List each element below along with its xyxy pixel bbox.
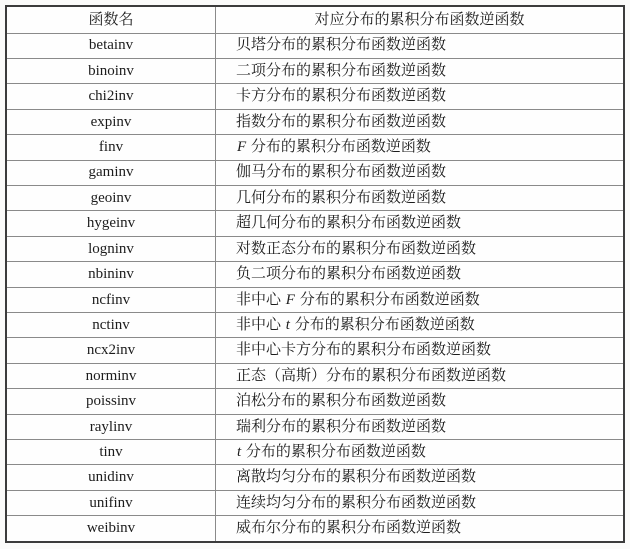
description-cell <box>216 84 625 109</box>
function-name-cell: finv <box>6 135 216 160</box>
function-name-cell: nctinv <box>6 312 216 337</box>
table-row <box>6 516 624 542</box>
description-cell <box>216 338 625 363</box>
function-table <box>5 5 625 543</box>
function-name-cell: unidinv <box>6 465 216 490</box>
function-name-cell: nbininv <box>6 262 216 287</box>
description-text: 指数分布的累积分布函数逆函数 <box>236 113 447 130</box>
description-text: 非中心卡方分布的累积分布函数逆函数 <box>236 342 492 359</box>
description-text: 负二项分布的累积分布函数逆函数 <box>236 266 462 283</box>
description-cell <box>216 516 625 542</box>
table-row <box>6 84 624 109</box>
description-cell <box>216 33 625 58</box>
description-cell <box>216 312 625 337</box>
description-text: 非中心 <box>236 291 285 308</box>
description-text: 正态（高斯）分布的累积分布函数逆函数 <box>236 367 507 384</box>
description-cell <box>216 414 625 439</box>
italic-symbol: t <box>237 443 242 460</box>
description-text: 二项分布的累积分布函数逆函数 <box>236 62 447 79</box>
description-text: 泊松分布的累积分布函数逆函数 <box>236 393 447 410</box>
description-cell <box>216 363 625 388</box>
description-text: 分布的累积分布函数逆函数 <box>290 316 475 333</box>
table-row <box>6 414 624 439</box>
function-name-cell: raylinv <box>6 414 216 439</box>
description-text: 连续均匀分布的累积分布函数逆函数 <box>236 494 477 511</box>
description-text: 贝塔分布的累积分布函数逆函数 <box>236 37 447 54</box>
function-name-cell: hygeinv <box>6 211 216 236</box>
table-row <box>6 236 624 261</box>
description-cell <box>216 490 625 515</box>
function-name-cell: weibinv <box>6 516 216 542</box>
table-row <box>6 363 624 388</box>
description-cell <box>216 287 625 312</box>
table-header-row <box>6 6 624 33</box>
italic-symbol: F <box>237 139 247 156</box>
column-header-function-name: 函数名 <box>6 6 216 33</box>
description-text: 伽马分布的累积分布函数逆函数 <box>236 164 447 181</box>
description-text: 卡方分布的累积分布函数逆函数 <box>236 88 447 105</box>
table-row <box>6 185 624 210</box>
document-page <box>5 5 625 543</box>
function-name-cell: geoinv <box>6 185 216 210</box>
table-row <box>6 287 624 312</box>
function-name-cell: gaminv <box>6 160 216 185</box>
table-row <box>6 338 624 363</box>
description-text: 几何分布的累积分布函数逆函数 <box>236 189 447 206</box>
table-row <box>6 389 624 414</box>
function-name-cell: ncx2inv <box>6 338 216 363</box>
table-row <box>6 33 624 58</box>
table-row <box>6 109 624 134</box>
description-cell <box>216 135 625 160</box>
function-name-cell: expinv <box>6 109 216 134</box>
function-name-cell: ncfinv <box>6 287 216 312</box>
column-header-description: 对应分布的累积分布函数逆函数 <box>216 6 625 33</box>
description-cell <box>216 109 625 134</box>
function-name-cell: chi2inv <box>6 84 216 109</box>
table-row <box>6 262 624 287</box>
table-row <box>6 211 624 236</box>
function-name-cell: betainv <box>6 33 216 58</box>
italic-symbol: t <box>285 316 290 333</box>
function-name-cell: logninv <box>6 236 216 261</box>
table-body <box>6 33 624 542</box>
description-cell <box>216 465 625 490</box>
table-row <box>6 490 624 515</box>
table-row <box>6 312 624 337</box>
description-cell <box>216 185 625 210</box>
function-name-cell: unifinv <box>6 490 216 515</box>
description-text: 离散均匀分布的累积分布函数逆函数 <box>236 469 477 486</box>
description-cell <box>216 262 625 287</box>
table-row <box>6 58 624 83</box>
description-cell <box>216 236 625 261</box>
description-cell <box>216 211 625 236</box>
description-text: 超几何分布的累积分布函数逆函数 <box>236 215 462 232</box>
description-text: 分布的累积分布函数逆函数 <box>295 291 480 308</box>
function-name-cell: poissinv <box>6 389 216 414</box>
description-text: 分布的累积分布函数逆函数 <box>247 139 431 156</box>
function-name-cell: norminv <box>6 363 216 388</box>
description-text: 分布的累积分布函数逆函数 <box>242 443 426 460</box>
table-row <box>6 160 624 185</box>
description-cell <box>216 58 625 83</box>
description-text: 非中心 <box>236 316 285 333</box>
italic-symbol: F <box>285 291 295 308</box>
description-cell <box>216 389 625 414</box>
description-cell <box>216 440 625 465</box>
table-row <box>6 465 624 490</box>
table-row <box>6 440 624 465</box>
function-name-cell: binoinv <box>6 58 216 83</box>
description-text: 瑞利分布的累积分布函数逆函数 <box>236 418 447 435</box>
description-text: 威布尔分布的累积分布函数逆函数 <box>236 520 462 537</box>
table-row <box>6 135 624 160</box>
description-cell <box>216 160 625 185</box>
function-name-cell: tinv <box>6 440 216 465</box>
description-text: 对数正态分布的累积分布函数逆函数 <box>236 240 477 257</box>
